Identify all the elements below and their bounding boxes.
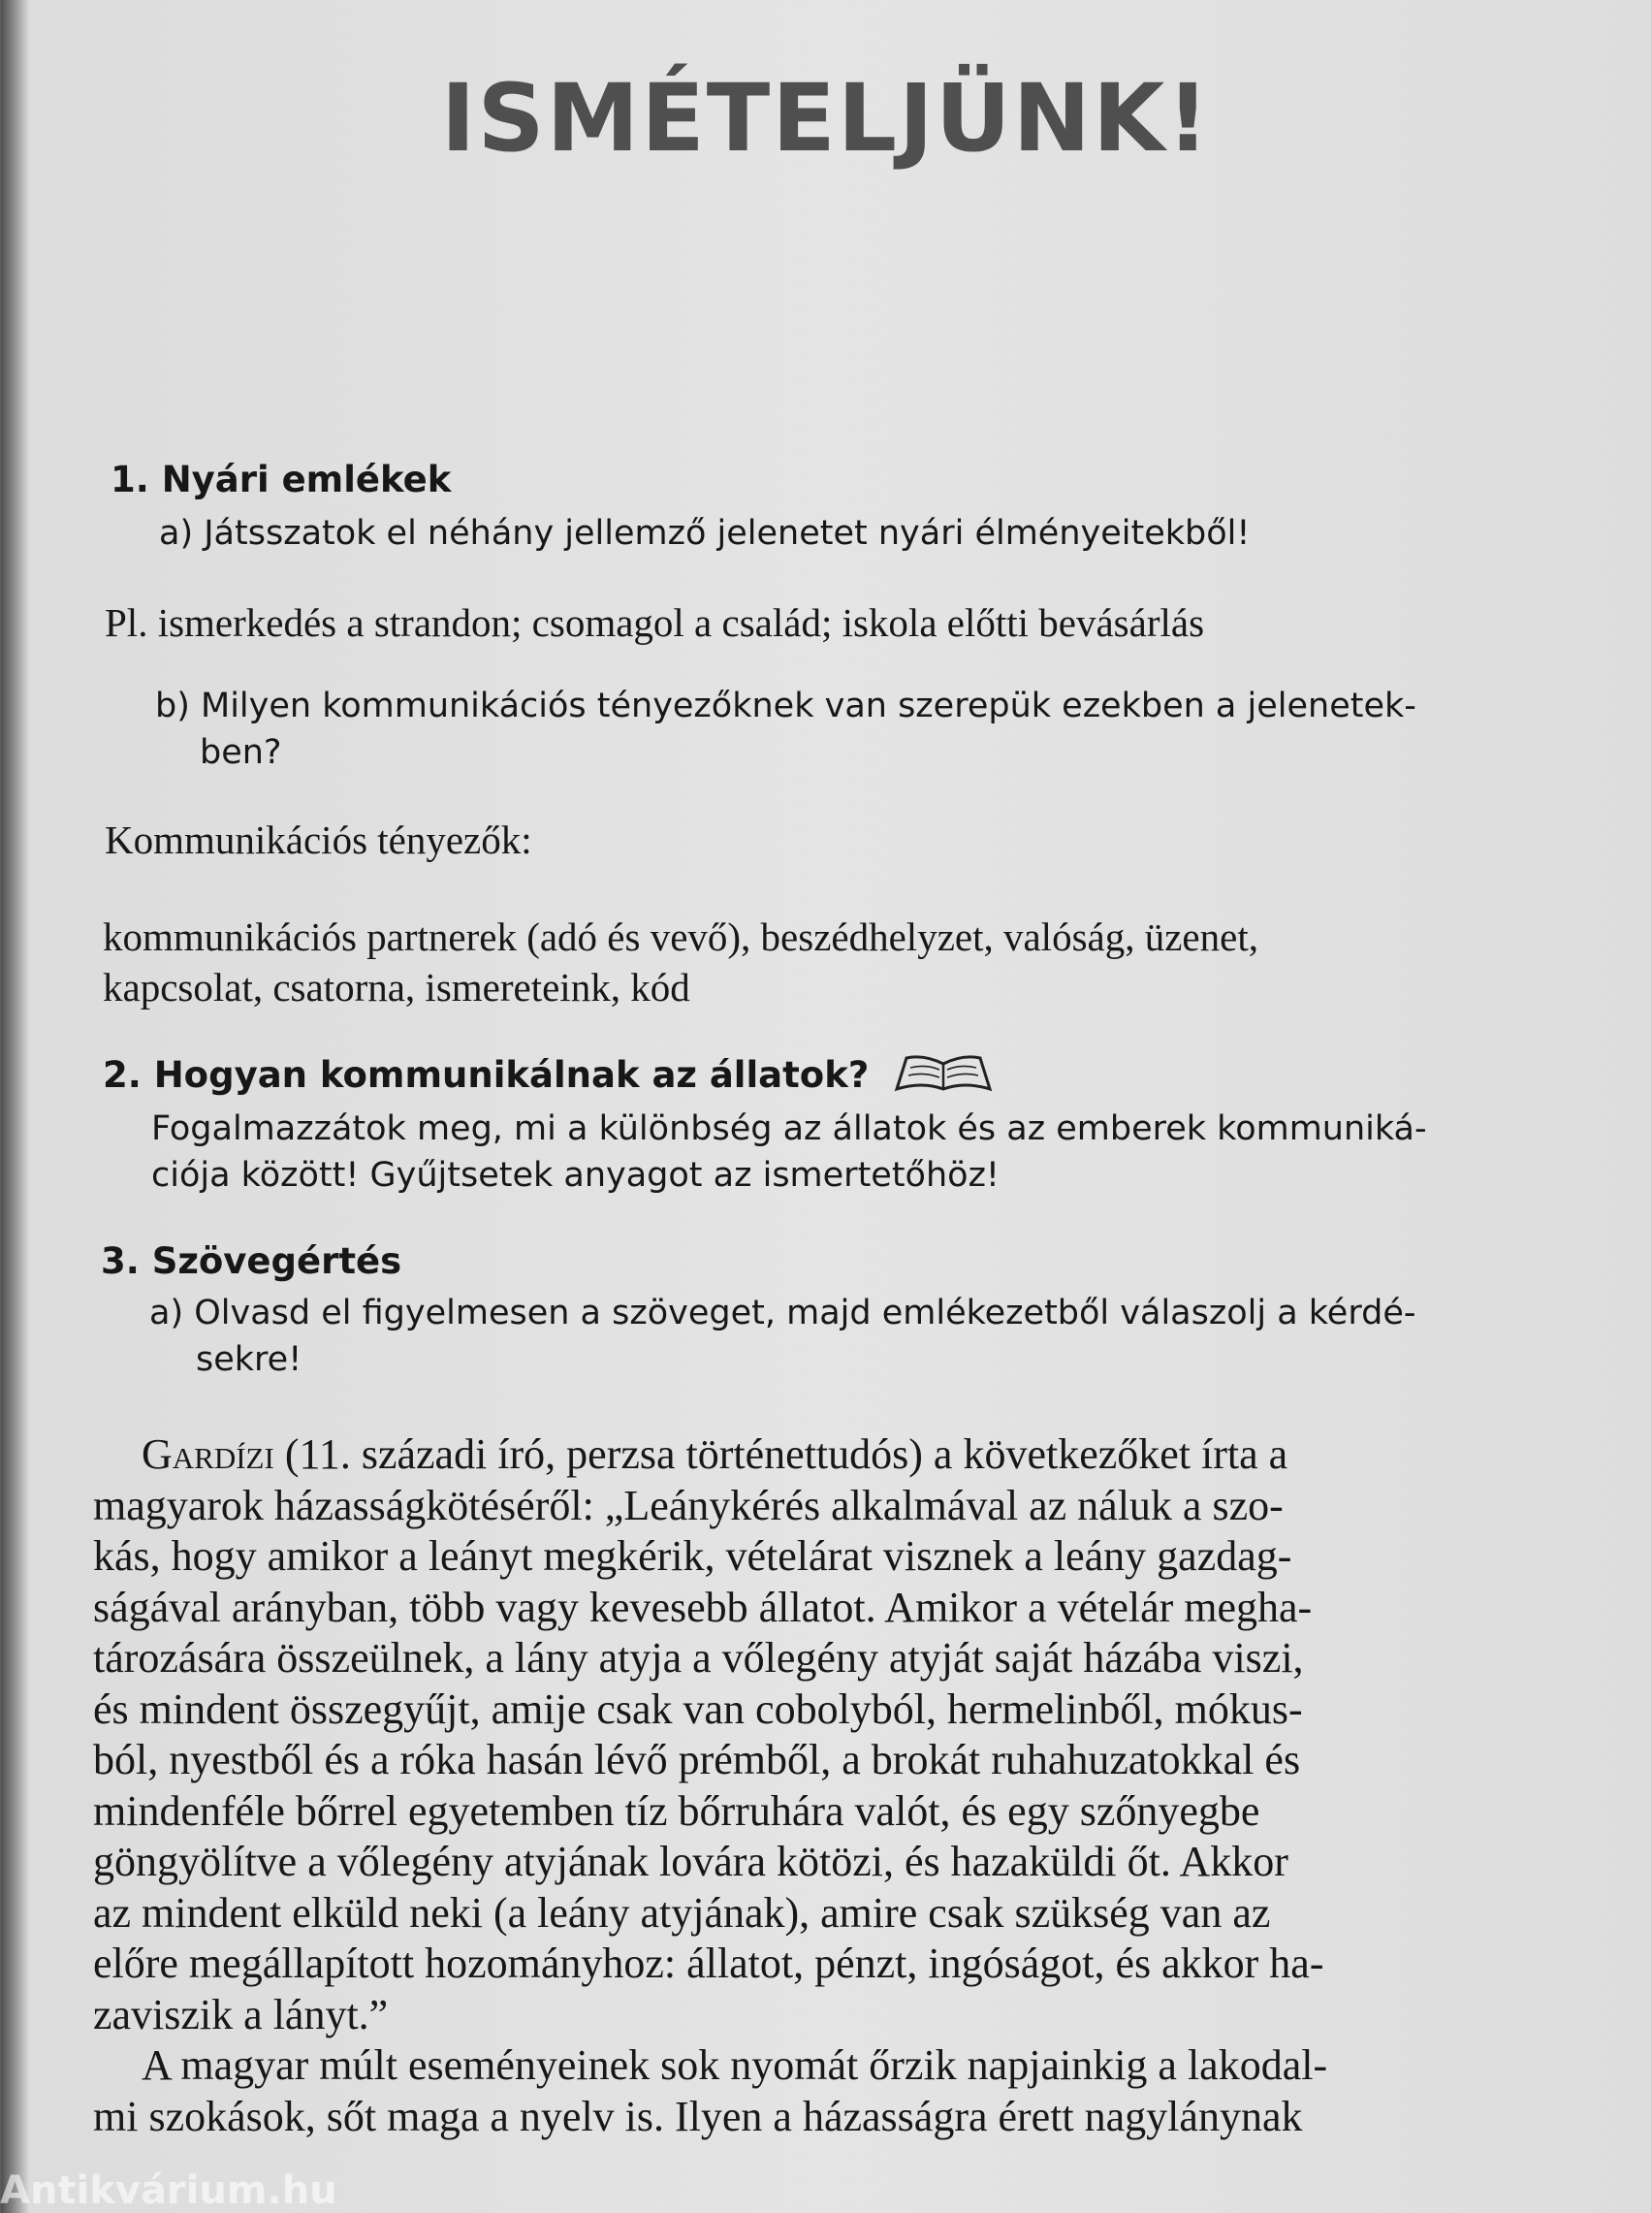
passage-line: göngyölítve a vőlegény atyjának lovára kötözi, és hazaküldi őt. Akkor — [93, 1838, 1288, 1885]
factors-list — [103, 912, 1258, 1012]
passage-line: Gardízi (11. századi író, perzsa történettudós) a következőket írta a — [142, 1430, 1288, 1478]
passage-line: mindenféle bőrrel egyetemben tíz bőrruhára valót, és egy szőnyegbe — [93, 1786, 1260, 1835]
section-3-title: Szövegértés — [151, 1240, 402, 1282]
task-b-line: b) Milyen kommunikációs tényezőknek van szerepük ezekben a jelenetek- — [155, 687, 1416, 725]
section-1-task-b — [155, 683, 1503, 776]
passage-line: mi szokások, sőt maga a nyelv is. Ilyen a házasságra érett nagylánynak — [93, 2092, 1303, 2140]
passage-line: ságával arányban, több vagy kevesebb állatot. Amikor a vételár megha- — [93, 1583, 1313, 1631]
section-1-number: 1. — [111, 459, 149, 500]
section-2-heading — [103, 1053, 994, 1104]
page-title: ISMÉTELJÜNK! — [440, 64, 1212, 173]
passage-line: az mindent elküld neki (a leány atyjának), amire csak szükség van az — [93, 1888, 1271, 1937]
passage-line: magyarok házasságkötéséről: „Leánykérés alkalmával az náluk a szo- — [93, 1481, 1284, 1529]
open-book-icon — [893, 1054, 994, 1104]
passage-line: tározására összeülnek, a lány atyja a vőlegény atyját saját házába viszi, — [93, 1634, 1304, 1682]
watermark: Antikvárium.hu — [0, 2168, 337, 2213]
section-1-title: Nyári emlékek — [161, 459, 452, 500]
task-b-line: ben? — [200, 733, 282, 772]
section-2-title: Hogyan kommunikálnak az állatok? — [153, 1054, 870, 1096]
section-3-task-a — [149, 1290, 1505, 1383]
passage-line: előre megállapított hozományhoz: állatot, pénzt, ingóságot, és akkor ha- — [93, 1940, 1324, 1987]
section-3-number: 3. — [101, 1240, 140, 1282]
passage-line: kás, hogy amikor a leányt megkérik, vételárat visznek a leány gazdag- — [93, 1532, 1292, 1580]
section-1-example: Pl. ismerkedés a strandon; csomagol a család; iskola előtti bevásárlás — [105, 600, 1205, 645]
section-3-heading — [101, 1239, 401, 1284]
passage-line: és mindent összegyűjt, amije csak van cobolyból, hermelinből, mókus- — [93, 1684, 1303, 1733]
passage-line: ból, nyestből és a róka hasán lévő prémből, a brokát ruhahuzatokkal és — [93, 1736, 1301, 1783]
task-a-line: sekre! — [196, 1340, 302, 1379]
factors-line: kapcsolat, csatorna, ismereteink, kód — [103, 965, 690, 1010]
section-2-line: ciója között! Gyűjtsetek anyagot az ismertetőhöz! — [151, 1156, 1000, 1195]
section-2-line: Fogalmazzátok meg, mi a különbség az állatok és az emberek kommuniká- — [151, 1109, 1427, 1148]
passage-author: Gardízi — [142, 1430, 274, 1478]
section-1-heading — [111, 458, 451, 502]
passage — [93, 1429, 1499, 2142]
factors-heading: Kommunikációs tényezők: — [105, 818, 532, 862]
section-2-number: 2. — [103, 1054, 142, 1096]
factors-line: kommunikációs partnerek (adó és vevő), beszédhelyzet, valóság, üzenet, — [103, 914, 1258, 959]
passage-line: A magyar múlt eseményeinek sok nyomát őrzik napjainkig a lakodal- — [142, 2041, 1328, 2089]
section-1-task-a: a) Játsszatok el néhány jellemző jelenetet nyári élményeitekből! — [159, 514, 1251, 553]
passage-line: zaviszik a lányt.” — [93, 1990, 389, 2038]
section-2-text — [151, 1106, 1427, 1199]
task-a-line: a) Olvasd el figyelmesen a szöveget, majd emlékezetből válaszolj a kérdé- — [149, 1294, 1416, 1332]
